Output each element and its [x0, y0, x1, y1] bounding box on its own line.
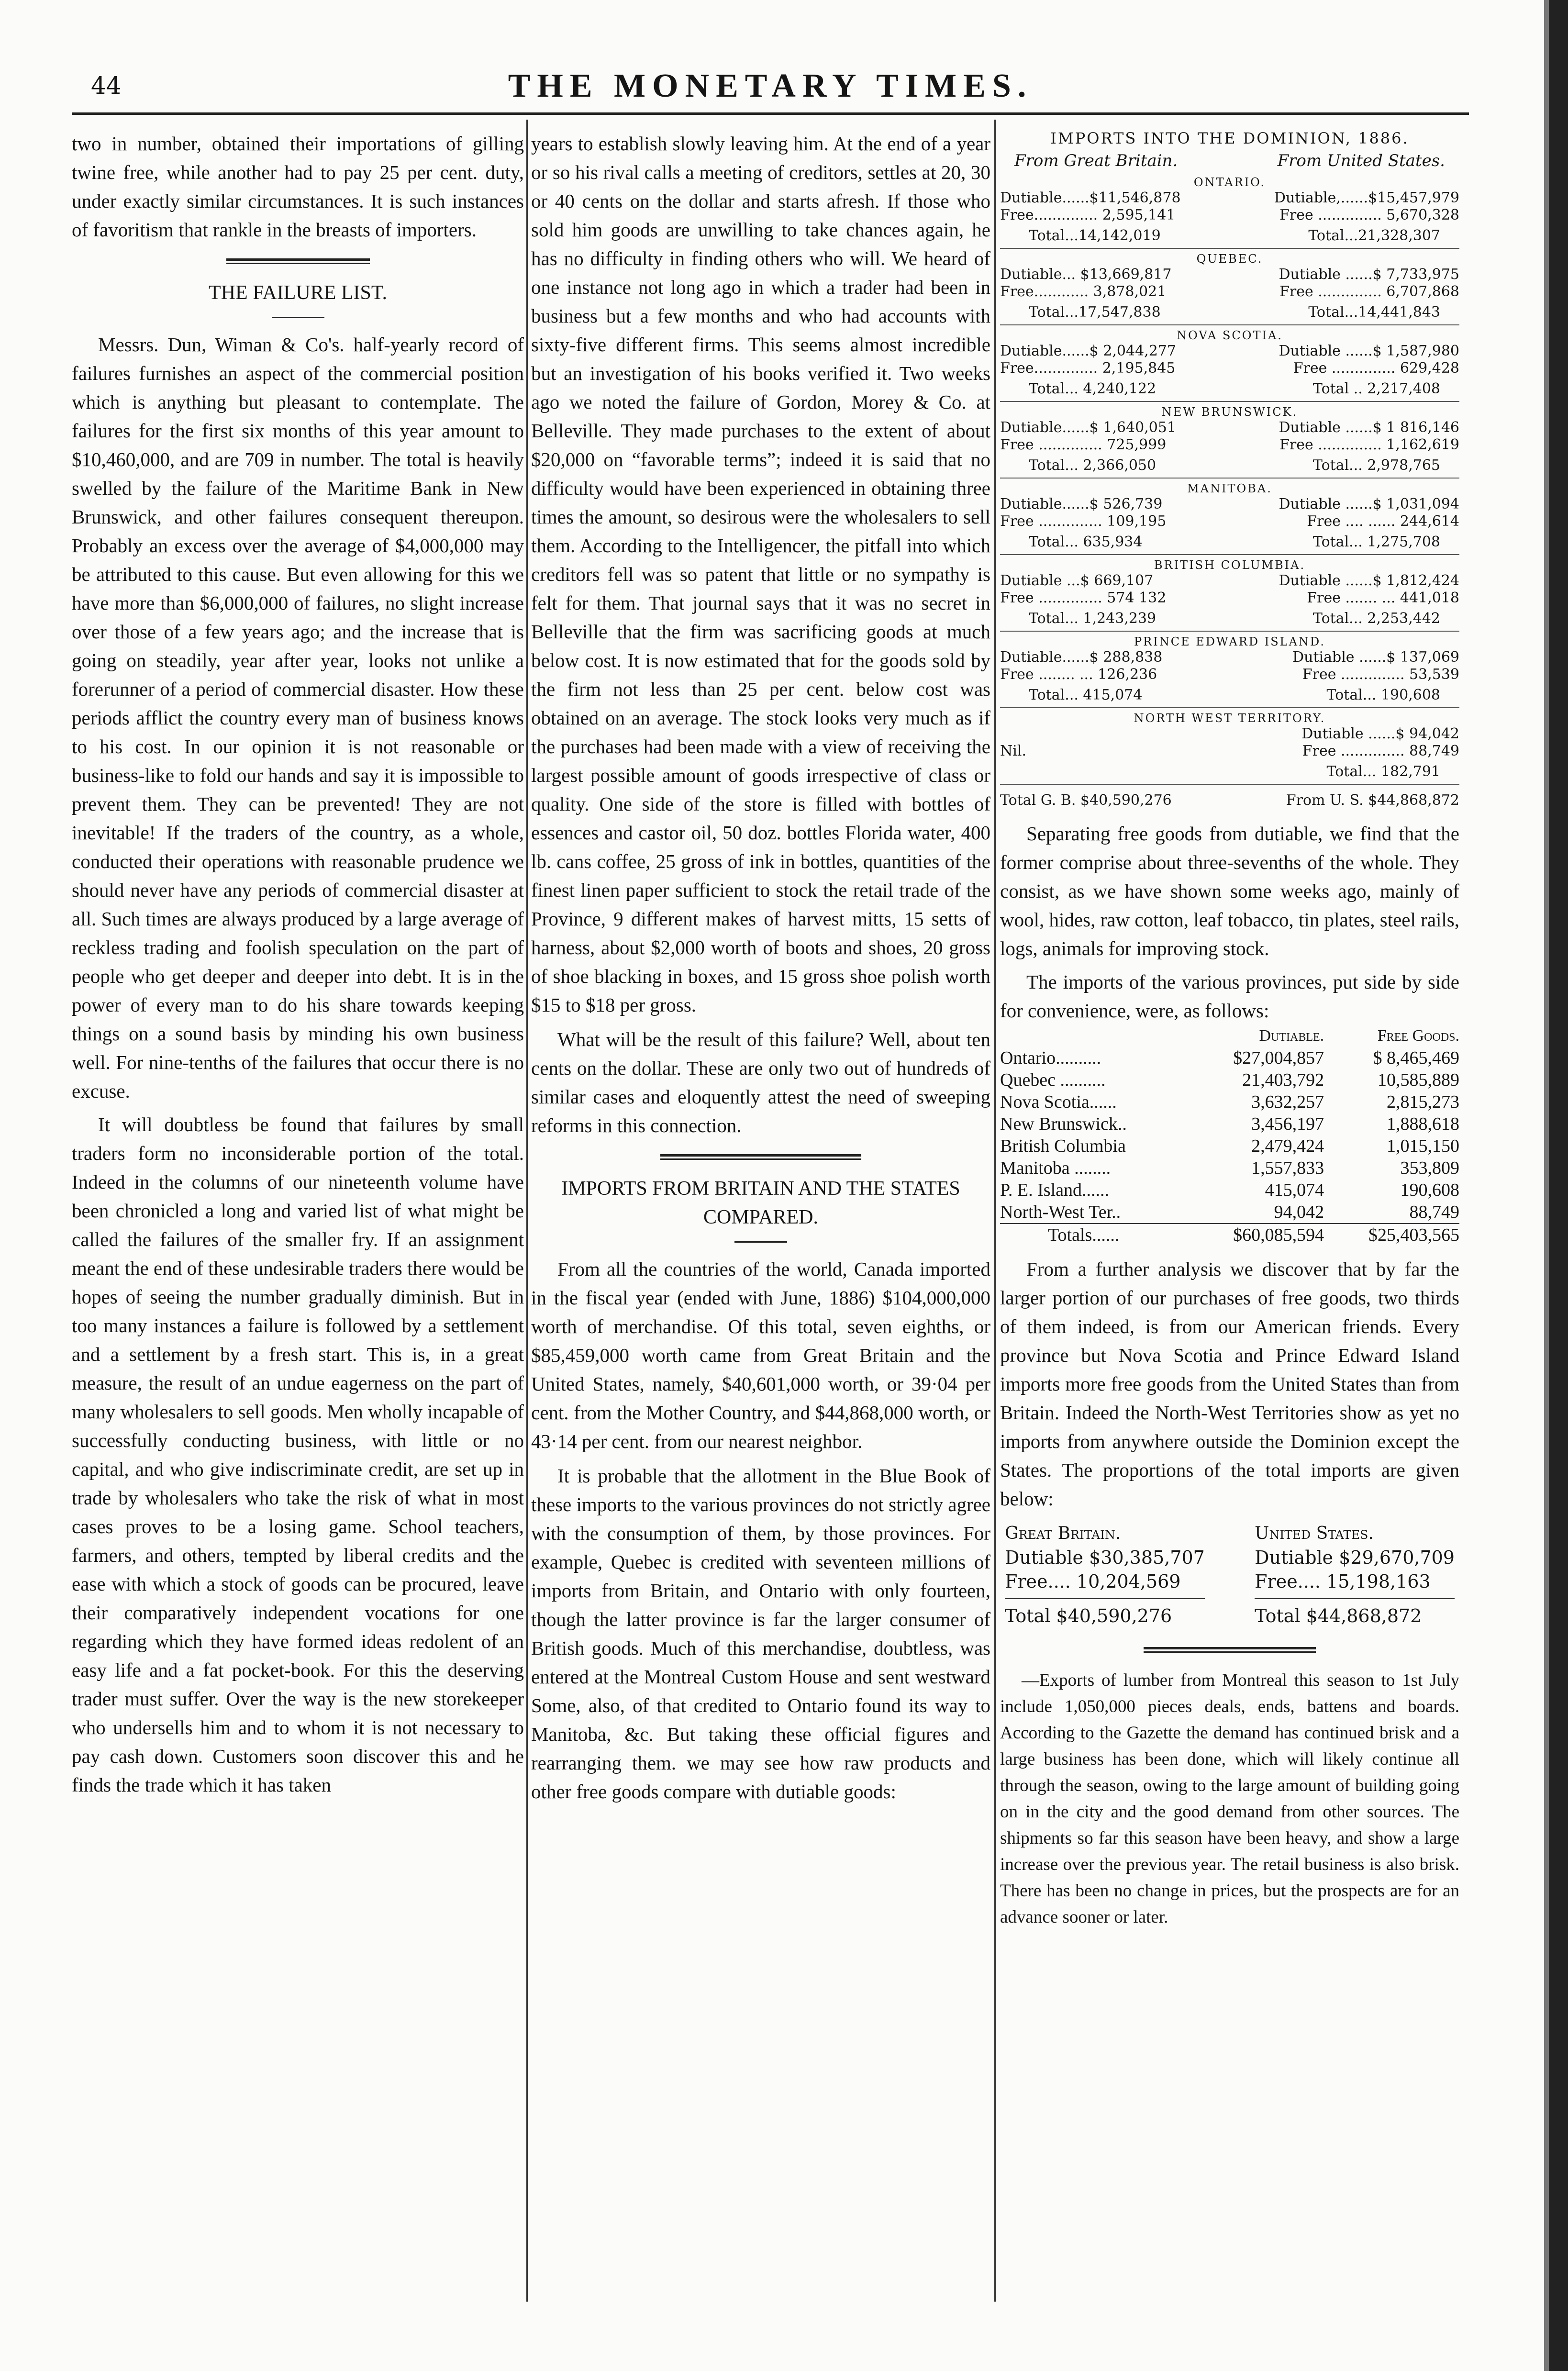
us-value: Dutiable ......$ 1,031,094 [1279, 496, 1459, 512]
gb-value: Dutiable......$ 526,739 [1000, 496, 1163, 512]
gb-value: Dutiable ...$ 669,107 [1000, 572, 1154, 589]
province-label: North-West Ter.. [1000, 1202, 1121, 1222]
page-header [72, 67, 1469, 110]
province-total-row [1000, 683, 1459, 708]
gb-free: Free.... 10,204,569 [1005, 1571, 1181, 1592]
province-name: QUEBEC. [1196, 252, 1263, 266]
province-comparison-row [1000, 1113, 1459, 1135]
us-value: Free .............. 6,707,868 [1279, 283, 1459, 300]
gb-value: Free.............. 2,195,845 [1000, 360, 1176, 377]
article-paragraph: Separating free goods from dutiable, we find that the former comprise about three-sevenths of the whole. They consist, as we have shown some weeks ago, mainly of wool, hides, raw cotton, leaf tobacco, tin plates, steel rails, logs, animals for improving stock. [1000, 823, 1459, 959]
province-label: P. E. Island...... [1000, 1180, 1109, 1200]
province-name: NEW BRUNSWICK. [1161, 405, 1298, 419]
article-paragraph: What will be the result of this failure? Well, about ten cents on the dollar. These are only two out of hundreds of similar cases and eloquently attest the need of sweeping reforms in this connection. [531, 1028, 990, 1136]
province-label: Ontario.......... [1000, 1048, 1101, 1068]
province-block [1000, 328, 1459, 402]
province-label: Quebec .......... [1000, 1070, 1106, 1090]
province-total-row [1000, 301, 1459, 325]
province-total-row [1000, 760, 1459, 785]
us-free: Free.... 15,198,163 [1255, 1571, 1431, 1592]
province-comparison-table [1000, 1025, 1459, 1246]
us-value: Free .... ...... 244,614 [1307, 513, 1459, 530]
gb-value: Dutiable......$ 2,044,277 [1000, 343, 1176, 359]
us-total: Total... 182,791 [1326, 763, 1440, 780]
gb-value: Free .............. 574 132 [1000, 590, 1167, 606]
free-value: 88,749 [1409, 1202, 1459, 1222]
province-name: NOVA SCOTIA. [1177, 329, 1283, 342]
province-comparison-row [1000, 1201, 1459, 1224]
gb-total: Total... 1,243,239 [1029, 610, 1157, 627]
gb-value: Dutiable......$ 1,640,051 [1000, 419, 1176, 436]
article-paragraph: years to establish slowly leaving him. At the end of a year or so his rival calls a meeting of creditors, settles at 20, 30 or 40 cents on the dollar and starts afresh. If those who sold him goods are unwilling to take chances again, he has no difficulty in finding others who will. We heard of one instance not long ago in which a trader had been in business but a few months and who had accounts with sixty-five different firms. This seems almost incredible but an investigation of his books verified it. Two weeks ago we noted the failure of Gordon, Morey & Co. at Belleville. They made purchases to the extent of about $20,000 on “favorable terms”; indeed it is said that no difficulty would have been experienced in obtaining three times the amount, so desirous were the wholesalers to sell them. According to the Intelligencer, the pitfall into which creditors fell was so patent that little or no sympathy is felt for them. That journal says that it was no secret in Belleville that the firm was sacrificing goods at much below cost. It is now estimated that for the goods sold by the firm not less than 25 per cent. below cost was obtained on an average. The stock looks very much as if the purchases had been made with a view of receiving the largest possible amount of goods irrespective of class or quality. One side of the store is filled with bottles of essences and castor oil, 50 doz. bottles Florida water, 400 lb. cans coffee, 25 gross of ink in bottles, quantities of the finest linen paper sufficient to stock the retail trade of the Province, 9 different makes of harvest mitts, 15 setts of harness, about $2,000 worth of boots and shoes, 20 gross of shoe blacking in boxes, and 15 gross shoe polish worth $15 to $18 per gross. [531, 133, 990, 1016]
column-1 [72, 129, 524, 2314]
us-dutiable: Dutiable $29,670,709 [1255, 1547, 1455, 1568]
page-number: 44 [91, 72, 122, 100]
article-paragraph: Messrs. Dun, Wiman & Co's. half-yearly record of failures furnishes an aspect of the commercial position which is anything but pleasant to contemplate. The failures for the first six months of this year amount to $10,460,000, and are 709 in number. The total is heavily swelled by the failure of the Maritime Bank in New Brunswick, and other failures consequent thereupon. Probably an excess over the average of $4,000,000 may be attributed to this cause. But even allowing for this we have more than $6,000,000 of failures, no slight increase over those of a few years ago; and the increase that is going on steadily, year after year, looks not unlike a forerunner of a period of commercial disaster. How these periods afflict the country every man of business knows to his cost. In our opinion it is not reasonable or business-like to fold our hands and say it is impossible to prevent them. They can be prevented! They are not inevitable! If the traders of the country, as a whole, conducted their operations with reasonable prudence we should never have any periods of commercial disaster at all. Such times are always produced by a large average of reckless trading and foolish speculation on the part of people who get deeper and deeper into debt. It is in the power of every man to do his share towards keeping things on a sound basis by minding his own business well. For nine-tenths of the failures that occur there is no excuse. [72, 334, 524, 1102]
province-label: Nova Scotia...... [1000, 1092, 1117, 1112]
province-row [1000, 572, 1459, 590]
province-comparison-row [1000, 1135, 1459, 1157]
us-value: Dutiable ......$ 1 816,146 [1279, 419, 1459, 436]
gb-value: Nil. [1000, 743, 1026, 759]
province-row [1000, 725, 1459, 743]
province-label: Manitoba ........ [1000, 1158, 1111, 1178]
gb-total: Total... 635,934 [1029, 534, 1143, 550]
province-row [1000, 649, 1459, 666]
dutiable-value: 415,074 [1265, 1180, 1324, 1200]
failure-list-heading: THE FAILURE LIST. [209, 282, 387, 304]
us-value: Dutiable ......$ 94,042 [1301, 725, 1459, 742]
dutiable-value: 1,557,833 [1251, 1158, 1324, 1178]
column-divider [994, 120, 996, 2302]
column-2 [531, 129, 990, 2314]
dutiable-value: 3,456,197 [1251, 1114, 1324, 1134]
free-value: 1,888,618 [1387, 1114, 1459, 1134]
us-value: Free ....... ... 441,018 [1307, 590, 1459, 606]
free-value: 2,815,273 [1387, 1092, 1459, 1112]
province-total-row [1000, 454, 1459, 479]
province-row [1000, 496, 1459, 513]
lumber-exports-note: —Exports of lumber from Montreal this season to 1st July include 1,050,000 pieces deals, ends, battens and boards. According to the Gazette the demand has continued brisk and a large business has been done, which will likely continue all through the season, owing to the large amount of building going on in the city and the good demand from other sources. The shipments so far this season have been heavy, and show a large increase over the previous year. The retail business is also brisk. There has been no change in prices, but the prospects are for an advance sooner or later. [1000, 1670, 1459, 1927]
dutiable-value: 2,479,424 [1251, 1136, 1324, 1156]
province-comparison-row [1000, 1069, 1459, 1091]
totals-row: Totals...... $60,085,594 $25,403,565 [1000, 1224, 1459, 1246]
dutiable-value: 3,632,257 [1251, 1092, 1324, 1112]
province-row [1000, 743, 1459, 760]
province-row [1000, 590, 1459, 607]
page-edge-shadow [1530, 0, 1568, 2371]
us-block [1255, 1522, 1455, 1628]
free-value: 190,608 [1400, 1180, 1459, 1200]
us-value: Dutiable,......$15,457,979 [1274, 189, 1459, 206]
province-row [1000, 207, 1459, 224]
imports-table-subheads [1000, 151, 1459, 170]
province-comparison-row [1000, 1047, 1459, 1069]
free-value: $ 8,465,469 [1373, 1048, 1459, 1068]
province-total-row [1000, 377, 1459, 402]
us-total: Total...14,441,843 [1308, 304, 1440, 321]
gb-total: Total...17,547,838 [1029, 304, 1161, 321]
gb-value: Dutiable......$11,546,878 [1000, 189, 1181, 206]
us-total: Total... 1,275,708 [1312, 534, 1440, 550]
header-rule [72, 112, 1469, 115]
us-value: Free .............. 629,428 [1293, 360, 1459, 377]
province-total-row [1000, 224, 1459, 249]
heading-rule [272, 317, 324, 318]
province-name: NORTH WEST TERRITORY. [1134, 712, 1326, 725]
article-paragraph: From a further analysis we discover that by far the larger portion of our purchases of free goods, two thirds of them indeed, is from our American friends. Every province but Nova Scotia and Prince Edward Island imports more free goods from the United States than from Britain. Indeed the North-West Territories show as yet no imports from anywhere outside the Dominion except the States. The proportions of the total imports are given below: [1000, 1258, 1459, 1510]
grand-totals [1000, 790, 1459, 812]
free-value: 353,809 [1400, 1158, 1459, 1178]
province-block [1000, 558, 1459, 632]
gb-heading: Great Britain. [1005, 1524, 1121, 1543]
province-name: MANITOBA. [1187, 482, 1272, 495]
us-total: Total... 2,978,765 [1312, 457, 1440, 474]
article-paragraph: It will doubtless be found that failures by small traders form no inconsiderable portion of the total. Indeed in the columns of our nineteenth volume have been chronicled a long and varied list of what might be called the failures of the smaller fry. If an assignment meant the end of these undesirable traders there would be hopes of seeing the number gradually diminish. But in too many instances a failure is followed by a settlement and a settlement by a fresh start. This is, in a great measure, the result of an undue eagerness on the part of many wholesalers to sell goods. Men wholly incapable of successfully conducting business, with little or no capital, and who give indiscriminate credit, are set up in trade by wholesalers who take the risk of what in most cases proves to be a losing game. School teachers, farmers, and others, tempted by liberal credits and the ease with which a stock of goods can be procured, leave their comparatively independent vocations for one regarding which they have formed ideas redolent of an easy life and a fat pocket-book. For this the deserving trader must suffer. Over the way is the new storekeeper who undersells him and to whom it is not necessary to pay cash down. Customers soon discover this and he finds the trade which it has taken [72, 1113, 524, 1796]
province-total-row [1000, 607, 1459, 632]
gb-total: Total...14,142,019 [1029, 227, 1161, 244]
section-divider [1144, 1647, 1316, 1653]
province-comparison-row [1000, 1179, 1459, 1201]
grand-total-gb: Total G. B. $40,590,276 [1000, 792, 1172, 809]
province-label: New Brunswick.. [1000, 1114, 1127, 1134]
heading-rule [734, 1241, 787, 1243]
us-value: Dutiable ......$ 1,587,980 [1279, 343, 1459, 359]
us-value: Free .............. 1,162,619 [1279, 436, 1459, 453]
province-block [1000, 481, 1459, 555]
grand-total-us: From U. S. $44,868,872 [1286, 792, 1459, 809]
gb-total: Total $40,590,276 [1005, 1598, 1205, 1628]
gb-total: Total... 2,366,050 [1029, 457, 1157, 474]
dutiable-column-header: Dutiable. [1259, 1027, 1324, 1045]
article-paragraph: two in number, obtained their importations of gilling twine free, while another had to pay 25 per cent. duty, under exactly similar circumstances. It is such instances of favoritism that rankle in the breasts of importers. [72, 133, 524, 241]
dutiable-value: 94,042 [1274, 1202, 1324, 1222]
province-comparison-row [1000, 1157, 1459, 1179]
us-value: Dutiable ......$ 1,812,424 [1279, 572, 1459, 589]
us-total: Total .. 2,217,408 [1312, 380, 1440, 397]
us-value: Free .............. 88,749 [1302, 743, 1459, 759]
province-row [1000, 283, 1459, 301]
gb-value: Free.............. 2,595,141 [1000, 207, 1176, 223]
imports-table-title: IMPORTS INTO THE DOMINION, 1886. [1050, 129, 1409, 147]
masthead-title: THE MONETARY TIMES. [508, 67, 1033, 104]
column-divider [526, 120, 528, 2302]
from-gb-label: From Great Britain. [1014, 151, 1178, 170]
us-total: Total... 190,608 [1326, 687, 1440, 703]
free-value: 10,585,889 [1378, 1070, 1459, 1090]
gb-dutiable: Dutiable $30,385,707 [1005, 1547, 1205, 1568]
section-divider [660, 1154, 861, 1160]
article-paragraph: It is probable that the allotment in the Blue Book of these imports to the various provinces do not strictly agree with the consumption of them, by those provinces. For example, Quebec is credited with seventeen millions of imports from Britain, and Ontario with only fourteen, though the latter province is far the larger consumer of British goods. Much of this merchandise, doubtless, was entered at the Montreal Custom House and sent westward Some, also, of that credited to Ontario found its way to Manitoba, &c. But taking these official figures and rearranging them. we may see how raw products and other free goods compare with dutiable goods: [531, 1465, 990, 1803]
gb-value: Free .............. 109,195 [1000, 513, 1167, 530]
gb-value: Free ........ ... 126,236 [1000, 666, 1157, 683]
from-us-label: From United States. [1277, 151, 1445, 170]
province-row [1000, 189, 1459, 207]
us-value: Free .............. 53,539 [1302, 666, 1459, 683]
us-total: Total... 2,253,442 [1312, 610, 1440, 627]
province-row [1000, 266, 1459, 283]
province-row [1000, 360, 1459, 377]
article-paragraph: From all the countries of the world, Canada imported in the fiscal year (ended with June, 1886) $104,000,000 worth of merchandise. Of this total, seven eighths, or $85,459,000 worth came from Great Britain and the United States, namely, $40,601,000 worth, or 39·04 per cent. from the Mother Country, and $44,868,000 worth, or 43·14 per cent. from our nearest neighbor. [531, 1258, 990, 1452]
province-blocks [1000, 175, 1459, 785]
dutiable-value: $27,004,857 [1233, 1048, 1324, 1068]
province-row [1000, 343, 1459, 360]
province-label: British Columbia [1000, 1136, 1126, 1156]
gb-us-totals-table [1000, 1522, 1459, 1628]
gb-value: Free............ 3,878,021 [1000, 283, 1167, 300]
province-row [1000, 666, 1459, 683]
gb-value: Free .............. 725,999 [1000, 436, 1167, 453]
gb-value: Dutiable... $13,669,817 [1000, 266, 1172, 283]
dutiable-value: 21,403,792 [1242, 1070, 1324, 1090]
province-name: PRINCE EDWARD ISLAND. [1134, 635, 1325, 648]
province-name: ONTARIO. [1193, 176, 1266, 189]
province-block [1000, 252, 1459, 325]
province-block [1000, 175, 1459, 249]
province-block [1000, 711, 1459, 785]
article-paragraph: The imports of the various provinces, put side by side for convenience, were, as follows: [1000, 971, 1459, 1022]
gb-block [1005, 1522, 1205, 1628]
free-goods-column-header: Free Goods. [1377, 1027, 1459, 1045]
us-value: Free .............. 5,670,328 [1279, 207, 1459, 223]
province-comparison-row [1000, 1091, 1459, 1113]
us-value: Dutiable ......$ 7,733,975 [1279, 266, 1459, 283]
gb-total: Total... 4,240,122 [1029, 380, 1157, 397]
us-total: Total $44,868,872 [1255, 1598, 1455, 1628]
us-value: Dutiable ......$ 137,069 [1292, 649, 1459, 666]
us-heading: United States. [1255, 1524, 1374, 1543]
free-value: 1,015,150 [1387, 1136, 1459, 1156]
gb-value: Dutiable......$ 288,838 [1000, 649, 1163, 666]
province-block [1000, 405, 1459, 479]
column-3 [1000, 129, 1459, 2314]
province-row [1000, 513, 1459, 530]
province-name: BRITISH COLUMBIA. [1154, 558, 1306, 572]
section-divider [226, 258, 370, 264]
imports-heading: IMPORTS FROM BRITAIN AND THE STATES COMPARED. [561, 1178, 960, 1228]
gb-total: Total... 415,074 [1029, 687, 1143, 703]
province-block [1000, 634, 1459, 708]
province-row [1000, 436, 1459, 454]
province-row [1000, 419, 1459, 436]
us-total: Total...21,328,307 [1308, 227, 1440, 244]
province-total-row [1000, 530, 1459, 555]
